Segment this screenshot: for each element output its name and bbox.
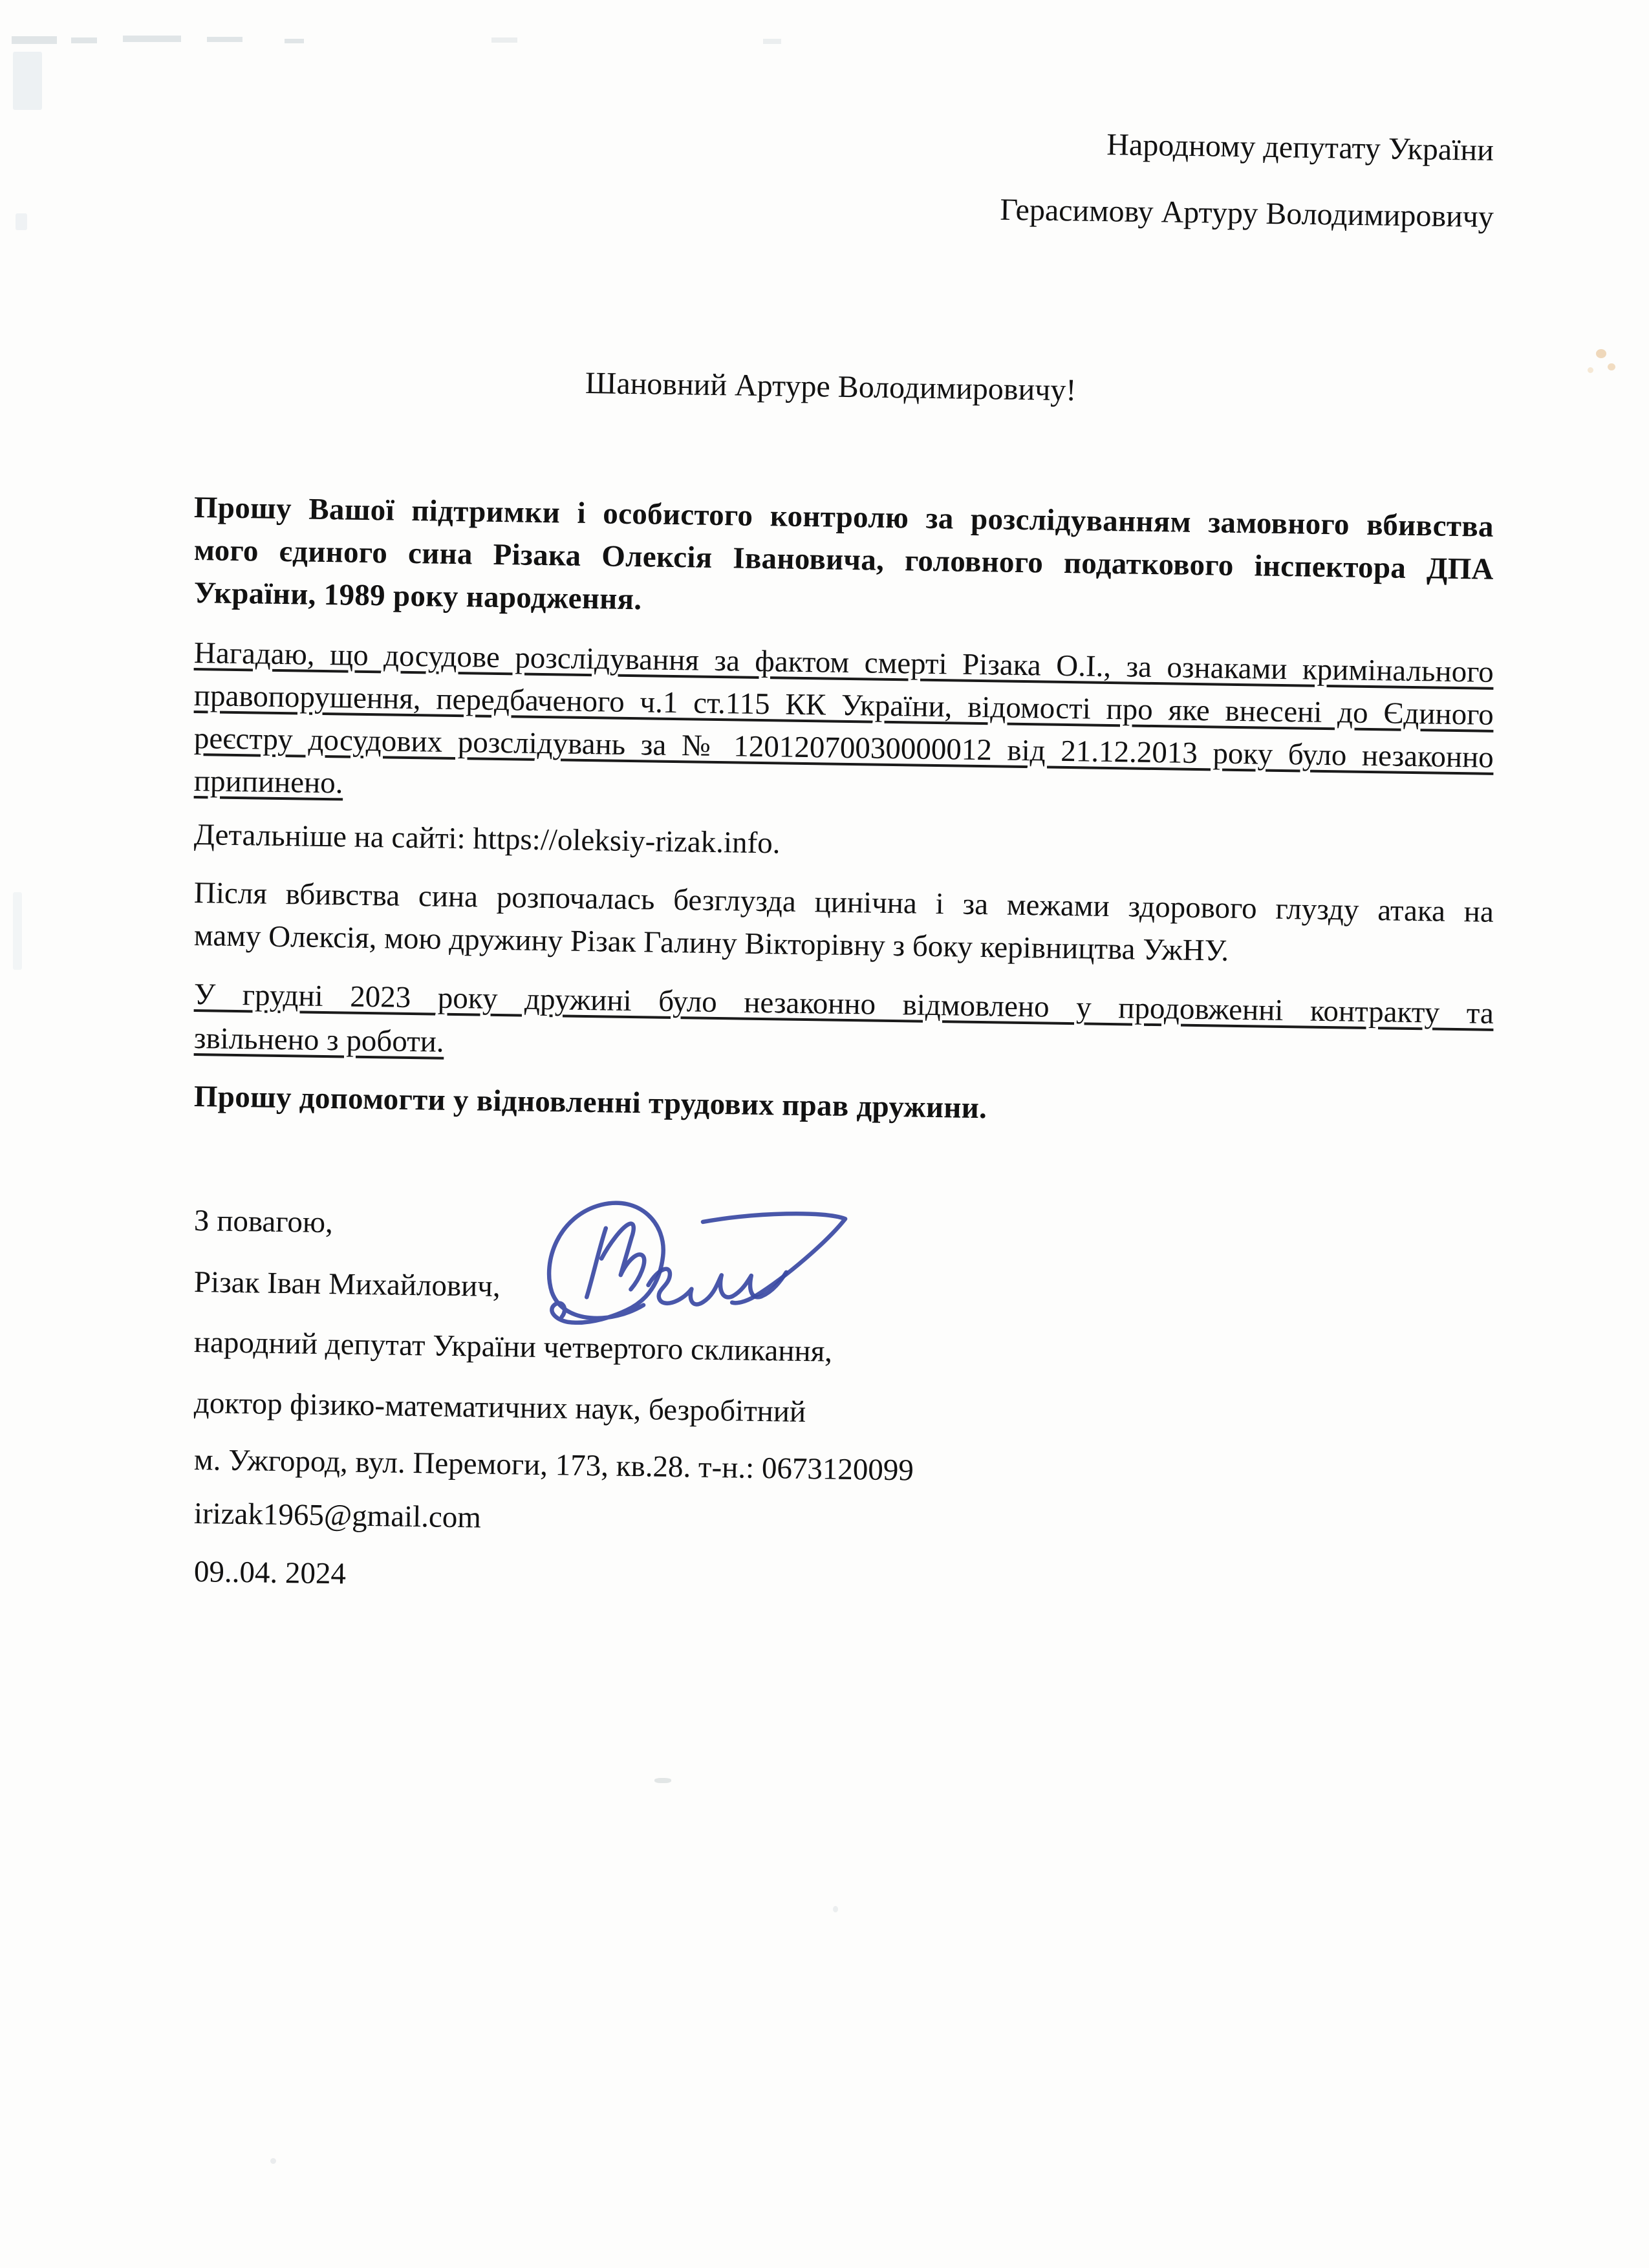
body-line: Прошу Вашої підтримки і особистого контролю за розслідуванням замовного вбивства <box>193 491 1494 544</box>
scan-artifact <box>207 37 242 42</box>
scan-artifact <box>16 213 27 230</box>
scan-speck <box>1596 349 1606 358</box>
recipient-line: Герасимову Артуру Володимировичу <box>1000 192 1494 235</box>
scan-speck <box>1608 363 1615 370</box>
body-line: Прошу допомогти у відновленні трудових прав дружини. <box>193 1080 987 1126</box>
scan-speck <box>833 1906 838 1912</box>
scan-artifact <box>491 37 517 43</box>
scan-speck <box>270 2158 276 2164</box>
salutation: Шановний Артуре Володимировичу! <box>585 366 1077 408</box>
website-line: Детальніше на сайті: https://oleksiy-rizak.info. <box>193 818 781 861</box>
date-line: 09..04. 2024 <box>193 1555 347 1591</box>
body-line: Після вбивства сина розпочалась безглузда цинічна і за межами здорового глузду атака на <box>193 876 1494 929</box>
scan-artifact <box>13 52 42 110</box>
scan-artifact <box>12 36 57 44</box>
body-line: мого єдиного сина Різака Олексія Івановича, головного податкового інспектора ДПА <box>193 533 1494 586</box>
scan-artifact <box>13 892 22 970</box>
email-line: irizak1965@gmail.com <box>193 1497 482 1535</box>
body-line: реєстру досудових розслідувань за № 12012070030000012 від 21.12.2013 року було незаконно <box>193 722 1494 775</box>
body-line: правопорушення, передбаченого ч.1 ст.115 КК України, відомості про яке внесені до Єдиного <box>193 679 1494 732</box>
recipient-line: Народному депутату України <box>1106 127 1494 168</box>
body-line: припинено. <box>193 764 343 800</box>
address-line: м. Ужгород, вул. Перемоги, 173, кв.28. т-н.: 0673120099 <box>193 1443 914 1488</box>
body-line: маму Олексія, мою дружину Різак Галину Вікторівну з боку керівництва УжНУ. <box>193 919 1229 968</box>
body-line: У грудні 2023 року дружині було незаконно відмовлено у продовженні контракту та <box>193 978 1494 1031</box>
handwritten-signature-icon <box>528 1177 1035 1365</box>
scan-artifact <box>123 36 181 42</box>
scan-artifact <box>71 37 97 43</box>
closing-line: Різак Іван Михайлович, <box>193 1265 501 1304</box>
scan-speck <box>1588 367 1593 373</box>
scan-artifact <box>763 39 781 44</box>
scan-artifact <box>285 39 304 43</box>
body-line: звільнено з роботи. <box>193 1022 445 1059</box>
closing-line: доктор фізико-математичних наук, безробітний <box>193 1386 806 1429</box>
closing-line: народний депутат України четвертого скликання, <box>193 1325 833 1369</box>
body-line: Нагадаю, що досудове розслідування за фактом смерті Різака О.І., за ознаками кримінального <box>193 636 1494 689</box>
scan-speck <box>654 1778 671 1783</box>
body-line: України, 1989 року народження. <box>193 576 642 617</box>
closing-line: З повагою, <box>193 1204 334 1240</box>
